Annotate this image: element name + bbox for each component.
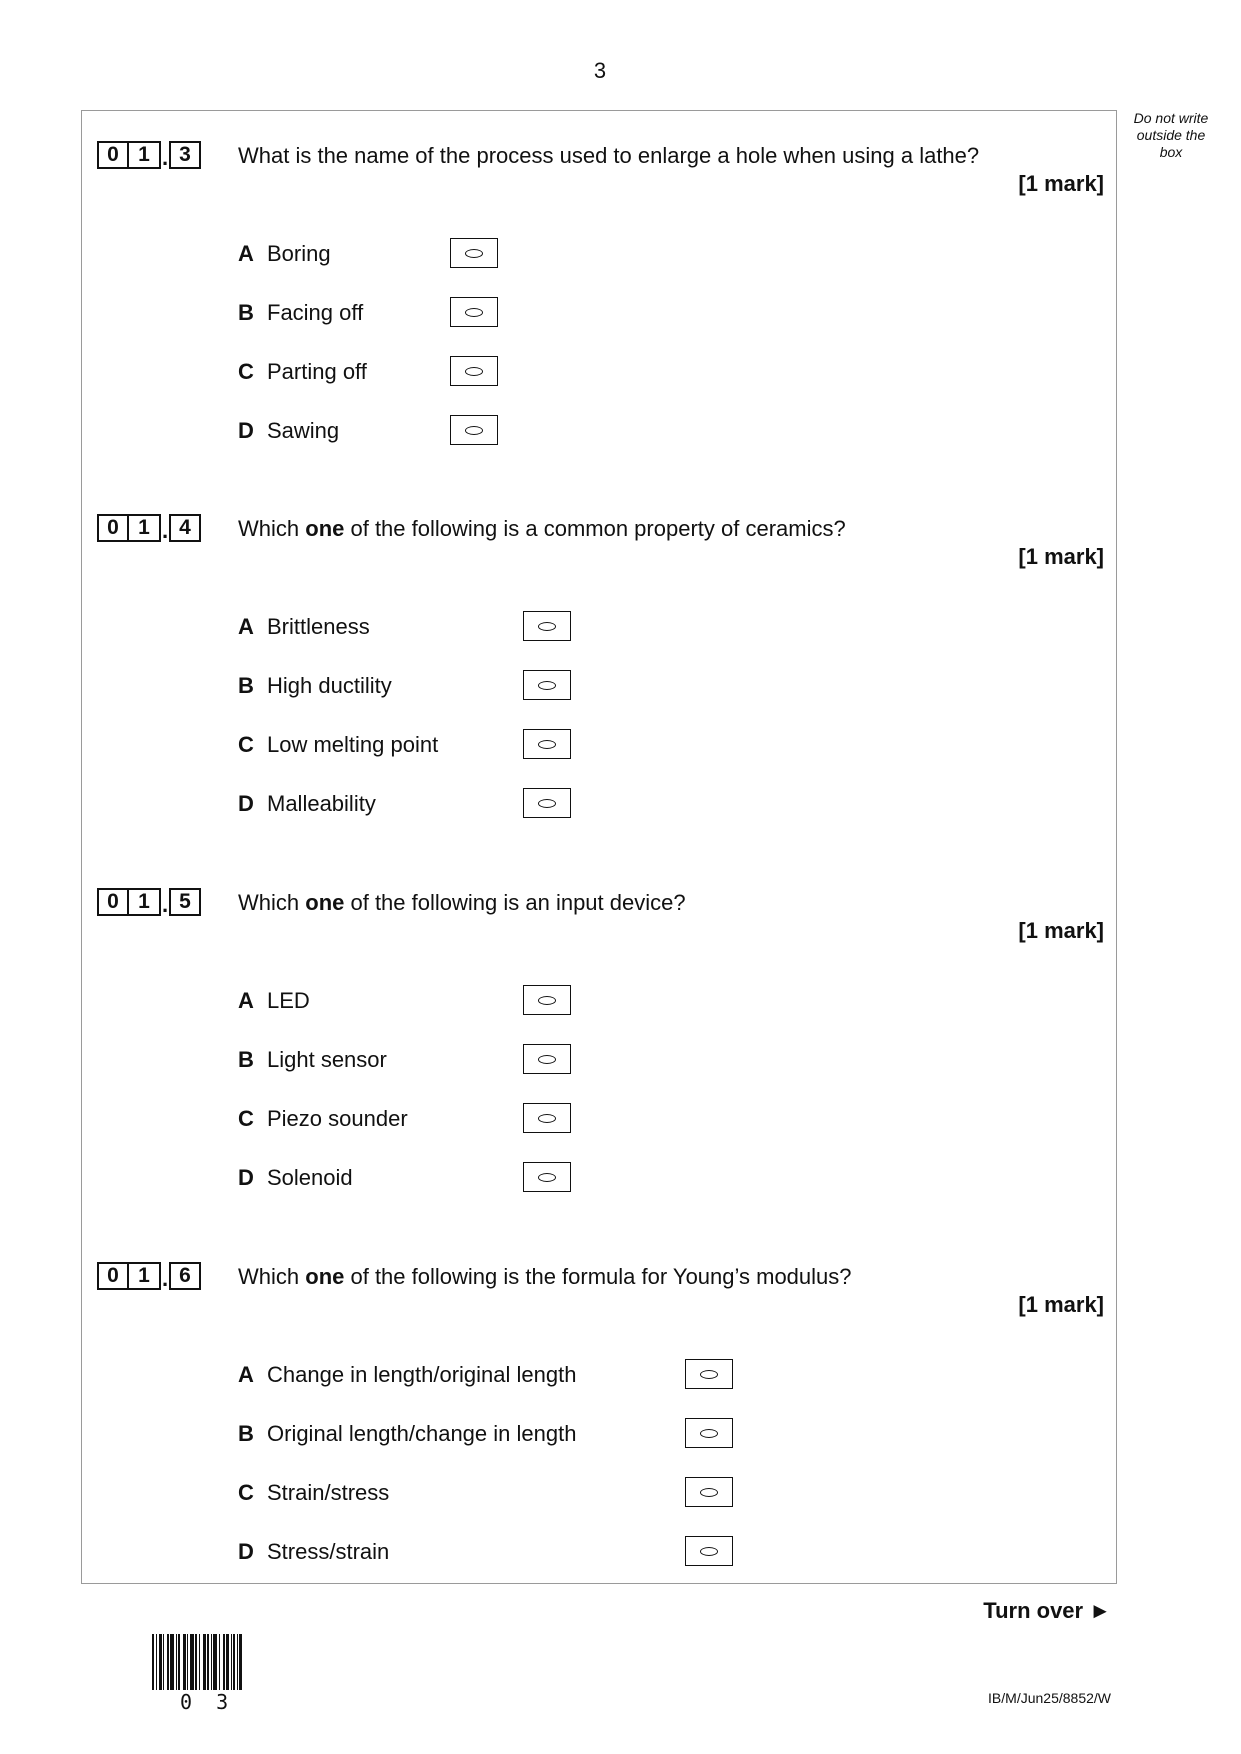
lozenge-oval-icon <box>538 622 556 631</box>
answer-lozenge[interactable] <box>685 1359 733 1389</box>
question-number-digit: 4 <box>169 514 201 542</box>
option-b <box>238 1044 387 1076</box>
option-letter: D <box>238 791 254 816</box>
lozenge-oval-icon <box>465 308 483 317</box>
answer-lozenge[interactable] <box>685 1418 733 1448</box>
answer-lozenge[interactable] <box>450 356 498 386</box>
answer-lozenge[interactable] <box>523 1162 571 1192</box>
lozenge-oval-icon <box>465 249 483 258</box>
question-number <box>97 1261 201 1291</box>
question-text-part: Which <box>238 516 306 541</box>
lozenge-oval-icon <box>700 1370 718 1379</box>
question-number <box>97 140 201 170</box>
answer-lozenge[interactable] <box>450 238 498 268</box>
option-letter: A <box>238 1362 254 1387</box>
mark-allocation: [1 mark] <box>1018 544 1104 569</box>
answer-lozenge[interactable] <box>685 1477 733 1507</box>
option-text: LED <box>267 988 310 1013</box>
question-text <box>238 143 979 169</box>
option-text: Facing off <box>267 300 364 325</box>
question-text-part: Which <box>238 1264 306 1289</box>
margin-note-line: box <box>1159 144 1183 160</box>
option-letter: C <box>238 1480 254 1505</box>
option-text: Solenoid <box>267 1165 353 1190</box>
option-text: Low melting point <box>267 732 439 757</box>
question-number-dot: . <box>161 145 169 170</box>
lozenge-oval-icon <box>538 799 556 808</box>
question-text <box>238 890 686 916</box>
option-letter: D <box>238 1165 254 1190</box>
paper-reference: IB/M/Jun25/8852/W <box>988 1690 1111 1706</box>
option-text: Malleability <box>267 791 376 816</box>
option-text: Strain/stress <box>267 1480 390 1505</box>
mark-allocation: [1 mark] <box>1018 918 1104 943</box>
answer-lozenge[interactable] <box>523 985 571 1015</box>
option-b <box>238 297 363 329</box>
option-text: Brittleness <box>267 614 370 639</box>
margin-note <box>1128 110 1214 161</box>
question-text-part: Which <box>238 890 306 915</box>
lozenge-oval-icon <box>538 996 556 1005</box>
option-text: Boring <box>267 241 331 266</box>
option-letter: C <box>238 359 254 384</box>
lozenge-oval-icon <box>700 1429 718 1438</box>
option-letter: A <box>238 614 254 639</box>
answer-lozenge[interactable] <box>523 788 571 818</box>
answer-lozenge[interactable] <box>523 1103 571 1133</box>
mark-allocation: [1 mark] <box>1018 171 1104 196</box>
question-number-dot: . <box>161 892 169 917</box>
option-letter: A <box>238 988 254 1013</box>
option-letter: C <box>238 1106 254 1131</box>
option-text: Parting off <box>267 359 367 384</box>
option-c <box>238 1103 408 1135</box>
answer-lozenge[interactable] <box>523 729 571 759</box>
question-number-digit: 5 <box>169 888 201 916</box>
option-letter: B <box>238 1047 254 1072</box>
turn-over-label: Turn over ► <box>983 1598 1111 1623</box>
answer-lozenge[interactable] <box>685 1536 733 1566</box>
lozenge-oval-icon <box>538 740 556 749</box>
barcode-digits: 0 3 <box>180 1690 235 1714</box>
lozenge-oval-icon <box>465 426 483 435</box>
question-number-digit: 1 <box>129 1262 161 1290</box>
option-text: Stress/strain <box>267 1539 390 1564</box>
option-text: Change in length/original length <box>267 1362 577 1387</box>
question-number-dot: . <box>161 518 169 543</box>
question-text-emphasis: one <box>305 516 345 541</box>
question-number-digit: 1 <box>129 888 161 916</box>
option-d <box>238 1536 389 1568</box>
question-text-part: of the following is an input device? <box>344 890 686 915</box>
answer-lozenge[interactable] <box>523 611 571 641</box>
answer-lozenge[interactable] <box>523 1044 571 1074</box>
question-number-digit: 1 <box>129 141 161 169</box>
option-a <box>238 611 370 643</box>
question-text-part: What is the name of the process used to enlarge a hole when using a lathe? <box>238 143 980 168</box>
option-a <box>238 985 310 1017</box>
question-text-emphasis: one <box>305 890 345 915</box>
question-number-digit: 3 <box>169 141 201 169</box>
question-number-dot: . <box>161 1266 169 1291</box>
lozenge-oval-icon <box>538 1114 556 1123</box>
option-d <box>238 415 339 447</box>
margin-note-line: Do not write <box>1133 110 1209 126</box>
option-text: Light sensor <box>267 1047 387 1072</box>
option-c <box>238 1477 389 1509</box>
lozenge-oval-icon <box>465 367 483 376</box>
option-d <box>238 788 376 820</box>
lozenge-oval-icon <box>538 681 556 690</box>
margin-note-line: outside the <box>1136 127 1206 143</box>
option-text: High ductility <box>267 673 392 698</box>
option-letter: A <box>238 241 254 266</box>
option-a <box>238 1359 576 1391</box>
question-text <box>238 516 846 542</box>
option-letter: B <box>238 1421 254 1446</box>
option-letter: B <box>238 673 254 698</box>
question-number-digit: 1 <box>129 514 161 542</box>
lozenge-oval-icon <box>700 1547 718 1556</box>
question-number-digit: 0 <box>97 514 129 542</box>
option-b <box>238 1418 576 1450</box>
answer-frame <box>81 110 1117 1584</box>
option-d <box>238 1162 353 1194</box>
option-letter: B <box>238 300 254 325</box>
page-number: 3 <box>593 58 607 83</box>
question-text-emphasis: one <box>305 1264 345 1289</box>
question-text <box>238 1264 852 1290</box>
question-number-digit: 0 <box>97 1262 129 1290</box>
answer-lozenge[interactable] <box>450 415 498 445</box>
option-letter: D <box>238 418 254 443</box>
mark-allocation: [1 mark] <box>1018 1292 1104 1317</box>
option-text: Sawing <box>267 418 340 443</box>
lozenge-oval-icon <box>538 1055 556 1064</box>
question-text-part: of the following is a common property of ceramics? <box>344 516 846 541</box>
answer-lozenge[interactable] <box>450 297 498 327</box>
option-b <box>238 670 392 702</box>
lozenge-oval-icon <box>700 1488 718 1497</box>
option-c <box>238 729 438 761</box>
question-number <box>97 513 201 543</box>
question-number <box>97 887 201 917</box>
question-number-digit: 6 <box>169 1262 201 1290</box>
option-letter: D <box>238 1539 254 1564</box>
question-text-part: of the following is the formula for Young’s modulus? <box>344 1264 852 1289</box>
barcode-icon <box>152 1634 242 1690</box>
option-letter: C <box>238 732 254 757</box>
option-text: Piezo sounder <box>267 1106 408 1131</box>
answer-lozenge[interactable] <box>523 670 571 700</box>
question-number-digit: 0 <box>97 888 129 916</box>
option-text: Original length/change in length <box>267 1421 577 1446</box>
option-c <box>238 356 367 388</box>
question-number-digit: 0 <box>97 141 129 169</box>
lozenge-oval-icon <box>538 1173 556 1182</box>
option-a <box>238 238 331 270</box>
